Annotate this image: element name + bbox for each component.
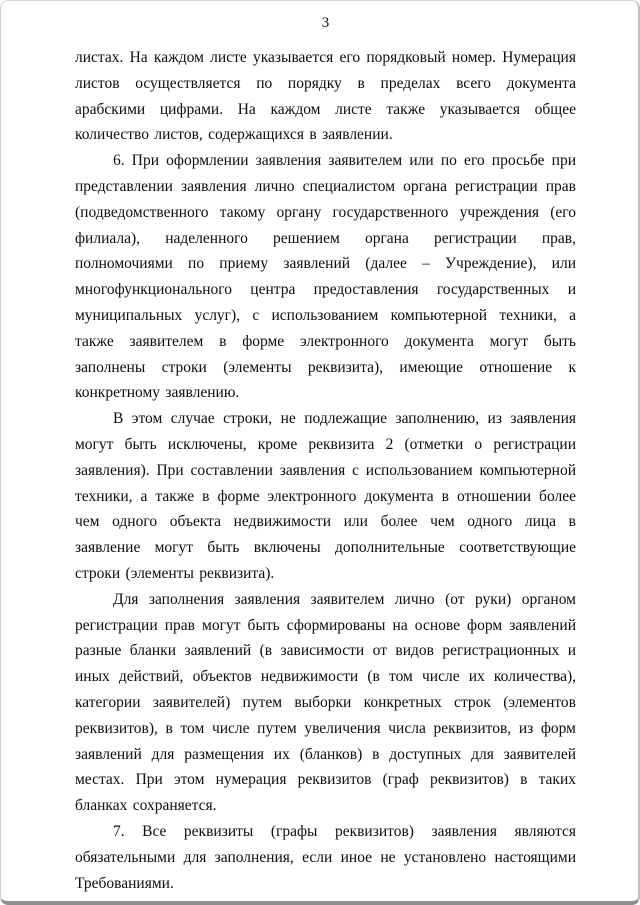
page-number: 3 (321, 15, 330, 31)
document-body (75, 45, 576, 896)
paragraph: В этом случае строки, не подлежащие заполнению, из заявления могут быть исключены, кроме реквизита 2 (отметки о регистрации заявления). При составлении заявления с использованием компьютерной техники, а также в форме электронного документа в отношении более чем одного объекта недвижимости или более чем одного лица в заявление могут быть включены дополнительные соответствующие строки (элементы реквизита). (75, 410, 576, 582)
paragraph: листах. На каждом листе указывается его порядковый номер. Нумерация листов осуществляется по порядку в пределах всего документа арабскими цифрами. На каждом листе также указывается общее количество листов, содержащихся в заявлении. (75, 49, 576, 144)
paragraph: 7. Все реквизиты (графы реквизитов) заявления являются обязательными для заполнения, если иное не установлено настоящими Требованиями. (75, 822, 576, 892)
paragraph: 6. При оформлении заявления заявителем или по его просьбе при представлении заявления лично специалистом органа регистрации прав (подведомственного такому органу государственного учреждения (его филиала), наделенного решением органа регистрации прав, полномочиями по приему заявлений (далее – Учреждение), или многофункционального центра предоставления государственных и муниципальных услуг), с использованием компьютерной техники, а также заявителем в форме электронного документа могут быть заполнены строки (элементы реквизита), имеющие отношение к конкретному заявлению. (75, 152, 576, 402)
paragraph: Для заполнения заявления заявителем лично (от руки) органом регистрации прав могут быть сформированы на основе форм заявлений разные бланки заявлений (в зависимости от видов регистрационных и иных действий, объектов недвижимости (в том числе их количества), категории заявителей) путем выборки конкретных строк (элементов реквизитов), в том числе путем увеличения числа реквизитов, из форм заявлений для размещения их (бланков) в доступных для заявителей местах. При этом нумерация реквизитов (граф реквизитов) в таких бланках сохраняется. (75, 590, 576, 815)
